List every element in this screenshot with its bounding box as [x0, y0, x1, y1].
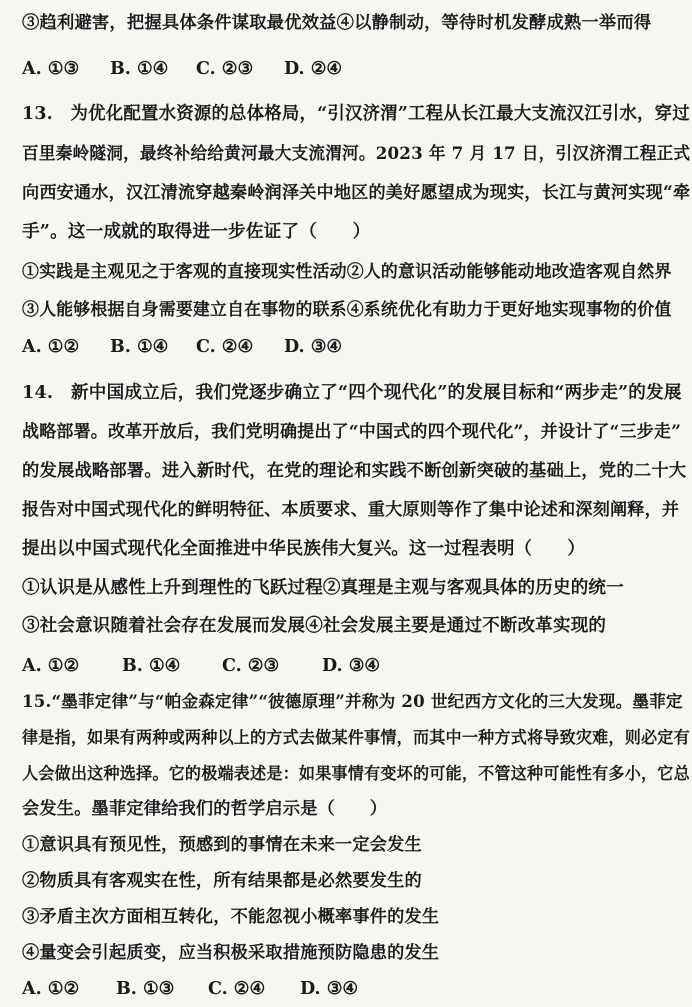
q15-line-4: 会发生。墨菲定律给我们的哲学启示是（ ）: [22, 799, 388, 819]
q13-choice-d: D. ③④: [284, 337, 343, 357]
q15-line-1: 15.“墨菲定律”与“帕金森定律”“彼德原理”并称为 20 世纪西方文化的三大发现。墨菲定: [22, 691, 683, 711]
prev-choice-a: A. ①③: [22, 59, 80, 79]
q13-line-1: 13. 为优化配置水资源的总体格局，“引汉济渭”工程从长江最大支流汉江引水，穿过: [22, 103, 690, 124]
q14-choice-d: D. ③④: [322, 656, 381, 676]
q14-choice-b: B. ①④: [122, 656, 181, 676]
q14-option-line-1: ①认识是从感性上升到理性的飞跃过程②真理是主观与客观具体的历史的统一: [22, 578, 624, 598]
q13-line-3: 向西安通水，汉江清流穿越秦岭润泽关中地区的美好愿望成为现实，长江与黄河实现“牵: [22, 183, 691, 203]
q14-line-2: 战略部署。改革开放后，我们党明确提出了“中国式的四个现代化”，并设计了“三步走”: [22, 422, 682, 442]
q14-option-line-2: ③社会意识随着社会存在发展而发展④社会发展主要是通过不断改革实现的: [22, 616, 607, 636]
q14-choices: [22, 655, 380, 677]
q15-option-3: ③矛盾主次方面相互转化，不能忽视小概率事件的发生: [22, 907, 440, 927]
prev-option-line: ③趋利避害，把握具体条件谋取最优效益④以静制动，等待时机发酵成熟一举而得: [22, 13, 652, 33]
q15-choices: [22, 978, 358, 1000]
q15-option-1: ①意识具有预见性，预感到的事情在未来一定会发生: [22, 835, 422, 855]
q15-choice-a: A. ①②: [22, 979, 80, 999]
q15-line-3: 人会做出这种选择。它的极端表述是：如果事情有变坏的可能，不管这种可能性有多小，它总: [22, 763, 690, 783]
q14-choice-c: C. ②③: [222, 656, 280, 676]
q14-line-5: 提出以中国式现代化全面推进中华民族伟大复兴。这一过程表明（ ）: [22, 539, 585, 559]
q14-line-3: 的发展战略部署。进入新时代，在党的理论和实践不断创新突破的基础上，党的二十大: [22, 461, 687, 481]
q13-line-4: 手”。这一成就的取得进一步佐证了（ ）: [22, 221, 371, 242]
q15-choice-d: D. ③④: [300, 979, 359, 999]
prev-choice-c: C. ②③: [196, 59, 254, 79]
q13-line-2: 百里秦岭隧洞，最终补给给黄河最大支流渭河。2023 年 7 月 17 日，引汉济渭工程正式: [22, 144, 691, 164]
prev-choice-b: B. ①④: [110, 59, 169, 79]
q13-choice-c: C. ②④: [196, 337, 254, 357]
q15-choice-c: C. ②④: [208, 979, 266, 999]
q14-line-4: 报告对中国式现代化的鲜明特征、本质要求、重大原则等作了集中论述和深刻阐释，并: [22, 500, 680, 520]
q13-choice-a: A. ①②: [22, 337, 80, 357]
q13-option-line-1: ①实践是主观见之于客观的直接现实性活动②人的意识活动能够能动地改造客观自然界: [22, 261, 672, 281]
prev-choice-d: D. ②④: [284, 59, 343, 79]
q13-choices: [22, 336, 342, 358]
q14-line-1: 14. 新中国成立后，我们党逐步确立了“四个现代化”的发展目标和“两步走”的发展: [22, 382, 682, 403]
q13-choice-b: B. ①④: [110, 337, 169, 357]
q15-line-2: 律是指，如果有两种或两种以上的方式去做某件事情，而其中一种方式将导致灾难，则必定有: [22, 727, 690, 747]
q15-option-4: ④量变会引起质变，应当积极采取措施预防隐患的发生: [22, 943, 440, 963]
q13-option-line-2: ③人能够根据自身需要建立自在事物的联系④系统优化有助力于更好地实现事物的价值: [22, 299, 672, 319]
q15-option-2: ②物质具有客观实在性，所有结果都是必然要发生的: [22, 871, 422, 891]
q15-choice-b: B. ①③: [116, 979, 175, 999]
q14-choice-a: A. ①②: [22, 656, 80, 676]
prev-choices: [22, 58, 342, 80]
